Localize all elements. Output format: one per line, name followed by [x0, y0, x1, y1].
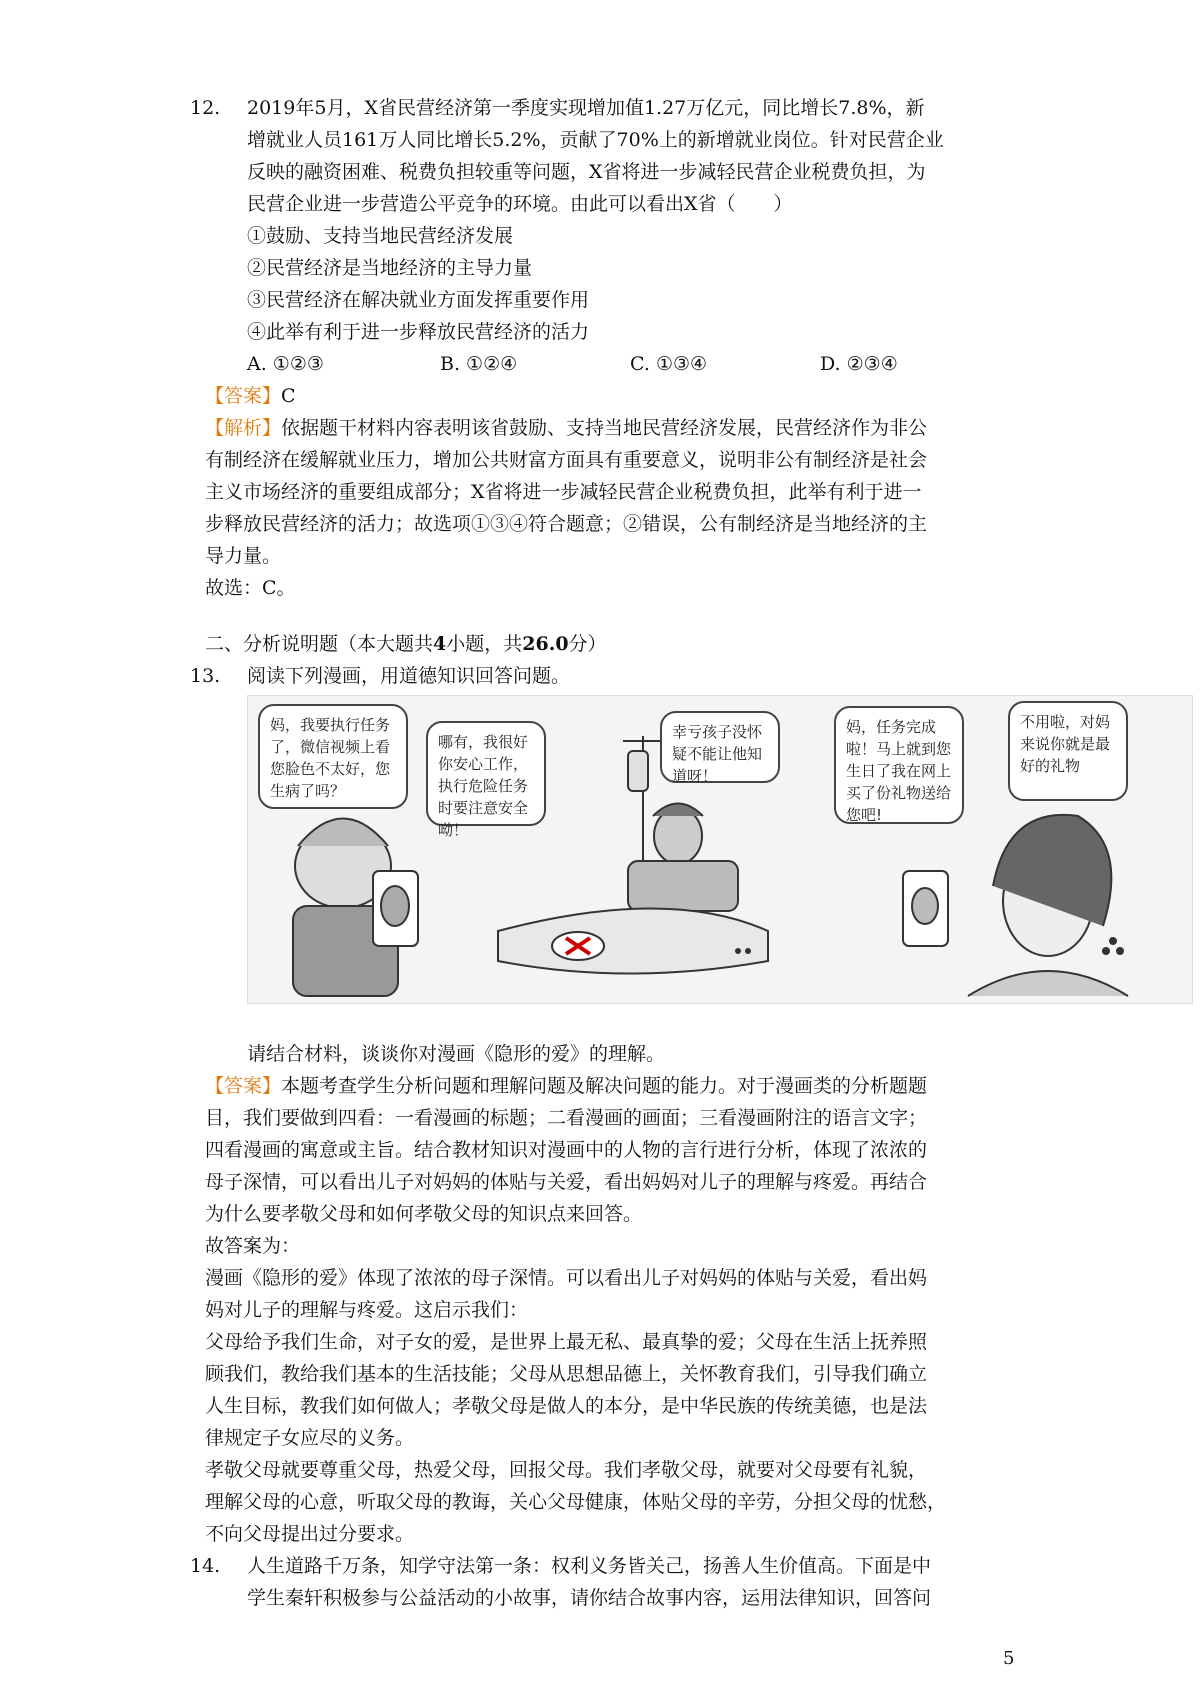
q13-answer-line-5: 为什么要孝敬父母和如何孝敬父母的知识点来回答。: [205, 1203, 643, 1225]
section2-score: 26.0: [522, 633, 569, 655]
q12-item-1: ①鼓励、支持当地民营经济发展: [247, 225, 514, 247]
woman-figure: [903, 815, 1128, 996]
q12-answer-value: C: [281, 385, 296, 407]
q13-answer-text-1: 本题考查学生分析问题和理解问题及解决问题的能力。对于漫画类的分析题题: [281, 1075, 928, 1097]
q13-answer-line-14: 理解父母的心意，听取父母的教诲，关心父母健康，体贴父母的辛劳，分担父母的忧愁，: [205, 1491, 947, 1513]
q13-answer-tag: 【答案】: [205, 1075, 282, 1097]
q12-item-3: ③民营经济在解决就业方面发挥重要作用: [247, 289, 590, 311]
q13-answer-line-8: 妈对儿子的理解与疼爱。这启示我们：: [205, 1299, 529, 1321]
son-figure: [293, 819, 418, 997]
mother-in-bed-figure: [498, 804, 768, 974]
comic-illustration: [247, 695, 1193, 1004]
q12-analysis-text-1: 依据题干材料内容表明该省鼓励、支持当地民营经济发展，民营经济作为非公: [281, 417, 928, 439]
q12-analysis-line-4: 步释放民营经济的活力；故选项①③④符合题意；②错误，公有制经济是当地经济的主: [205, 513, 928, 535]
bubble-mother-1: 哪有，我很好你安心工作，执行危险任务时要注意安全呦！: [426, 721, 546, 826]
bubble-mother-thought: 幸亏孩子没怀疑不能让他知道呀！: [660, 711, 780, 783]
q13-answer-line-12: 律规定子女应尽的义务。: [205, 1427, 415, 1449]
q14-stem-line-1: 人生道路千万条，知学守法第一条：权利义务皆关己，扬善人生价值高。下面是中: [247, 1555, 932, 1577]
q13-prompt: 请结合材料，谈谈你对漫画《隐形的爱》的理解。: [247, 1043, 666, 1065]
q12-stem-line-2: 增就业人员161万人同比增长5.2%，贡献了70%上的新增就业岗位。针对民营企业: [247, 129, 944, 151]
q13-number: 13.: [190, 665, 221, 687]
q12-number: 12.: [190, 97, 221, 119]
q13-answer-line-10: 顾我们，教给我们基本的生活技能；父母从思想品德上，关怀教育我们，引导我们确立: [205, 1363, 928, 1385]
q12-option-d: D. ②③④: [820, 353, 898, 375]
q12-option-c: C. ①③④: [630, 353, 708, 375]
q13-answer-line-2: 目，我们要做到四看：一看漫画的标题；二看漫画的画面；三看漫画附注的语言文字；: [205, 1107, 928, 1129]
q12-stem-line-1: 2019年5月，X省民营经济第一季度实现增加值1.27万亿元，同比增长7.8%，新: [247, 97, 925, 119]
section2-heading-prefix: 二、分析说明题（本大题共: [205, 633, 434, 655]
q13-answer-line-6: 故答案为：: [205, 1235, 301, 1257]
q13-answer-line-15: 不向父母提出过分要求。: [205, 1523, 415, 1545]
q12-conclusion: 故选：C。: [205, 577, 296, 599]
q13-answer-line-1: [205, 1070, 927, 1102]
section2-count: 4: [433, 633, 447, 655]
q12-analysis-line-3: 主义市场经济的重要组成部分；X省将进一步减轻民营企业税费负担，此举有利于进一: [205, 481, 922, 503]
q14-number: 14.: [190, 1555, 221, 1577]
bubble-son-1: 妈，我要执行任务了，微信视频上看您脸色不太好，您生病了吗？: [258, 704, 408, 809]
q13-answer-line-9: 父母给予我们生命，对子女的爱，是世界上最无私、最真挚的爱；父母在生活上抚养照: [205, 1331, 928, 1353]
q12-analysis-line-5: 导力量。: [205, 545, 282, 567]
q13-answer-line-11: 人生目标，教我们如何做人；孝敬父母是做人的本分，是中华民族的传统美德，也是法: [205, 1395, 928, 1417]
q13-answer-line-13: 孝敬父母就要尊重父母，热爱父母，回报父母。我们孝敬父母，就要对父母要有礼貌，: [205, 1459, 928, 1481]
q12-analysis-tag: 【解析】: [205, 417, 282, 439]
q12-analysis-line-1: [205, 412, 927, 444]
q13-stem: 阅读下列漫画，用道德知识回答问题。: [247, 665, 571, 687]
q12-answer: [205, 380, 296, 412]
q12-stem-line-3: 反映的融资困难、税费负担较重等问题，X省将进一步减轻民营企业税费负担，为: [247, 161, 926, 183]
q13-answer-line-3: 四看漫画的寓意或主旨。结合教材知识对漫画中的人物的言行进行分析，体现了浓浓的: [205, 1139, 928, 1161]
q12-item-2: ②民营经济是当地经济的主导力量: [247, 257, 533, 279]
bubble-mother-2: 不用啦，对妈来说你就是最好的礼物: [1008, 701, 1128, 801]
q13-answer-line-7: 漫画《隐形的爱》体现了浓浓的母子深情。可以看出儿子对妈妈的体贴与关爱，看出妈: [205, 1267, 928, 1289]
q12-stem-line-4: 民营企业进一步营造公平竞争的环境。由此可以看出X省（ ）: [247, 193, 793, 215]
q12-answer-tag: 【答案】: [205, 385, 282, 407]
q12-item-4: ④此举有利于进一步释放民营经济的活力: [247, 321, 590, 343]
section2-heading: [205, 628, 607, 660]
q14-stem-line-2: 学生秦轩积极参与公益活动的小故事，请你结合故事内容，运用法律知识，回答问: [247, 1587, 932, 1609]
q12-option-b: B. ①②④: [440, 353, 518, 375]
q13-answer-line-4: 母子深情，可以看出儿子对妈妈的体贴与关爱，看出妈妈对儿子的理解与疼爱。再结合: [205, 1171, 928, 1193]
page-number: 5: [1003, 1648, 1015, 1669]
q12-analysis-line-2: 有制经济在缓解就业压力，增加公共财富方面具有重要意义，说明非公有制经济是社会: [205, 449, 928, 471]
section2-heading-suffix: 分）: [568, 633, 607, 655]
bubble-son-2: 妈，任务完成啦！马上就到您生日了我在网上买了份礼物送给您吧!: [834, 706, 964, 824]
section2-heading-mid: 小题，共: [446, 633, 523, 655]
q12-option-a: A. ①②③: [247, 353, 324, 375]
